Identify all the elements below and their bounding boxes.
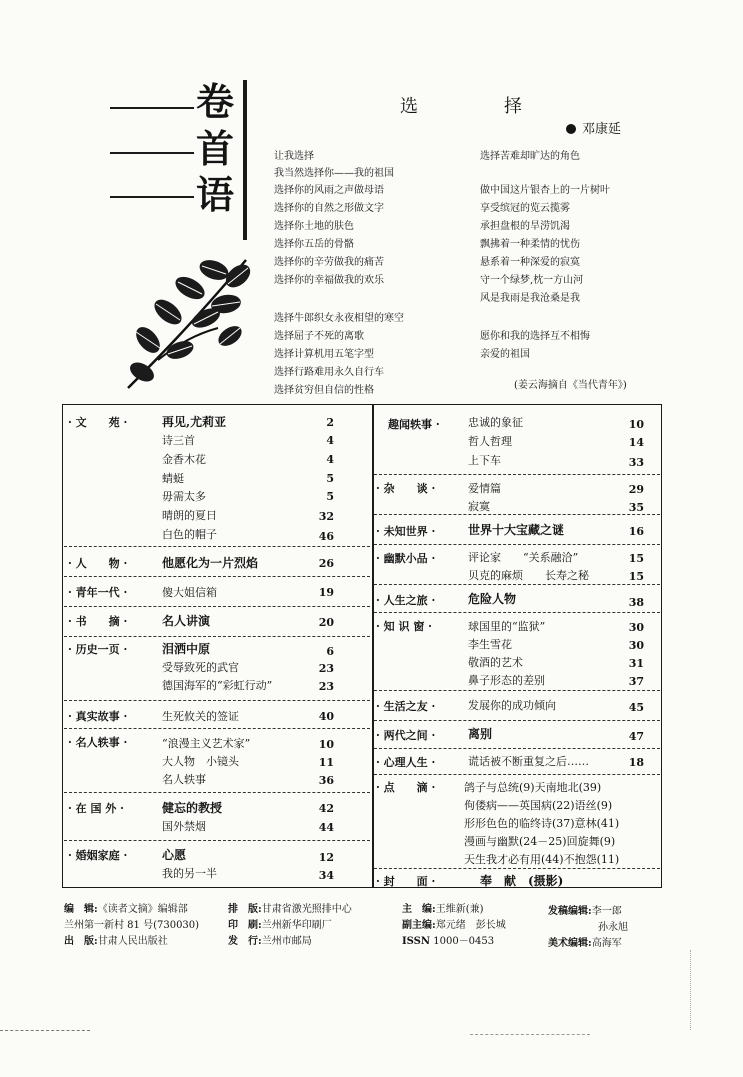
toc-page-number: 29 (628, 483, 644, 496)
toc-entry[interactable]: 爱情篇 (468, 482, 501, 495)
header-char: 语 (196, 172, 235, 217)
toc-page-number: 15 (628, 552, 644, 565)
toc-entry[interactable]: 名人讲演 (162, 614, 211, 628)
toc-entry[interactable]: 奉 献 (摄影) (480, 874, 564, 888)
colophon-value: 王维新(兼) (435, 904, 484, 915)
toc-entry[interactable]: 名人轶事 (162, 773, 206, 786)
colophon-key: 排 版: (228, 904, 262, 915)
poem-line: 选择牛郎织女永夜相望的寒空 (274, 313, 404, 324)
section-divider (64, 700, 370, 701)
colophon-value: 孙永旭 (598, 922, 628, 933)
toc-page-number: 44 (318, 821, 334, 834)
toc-page-number: 6 (326, 645, 334, 658)
colophon-key: 主 编: (402, 904, 436, 915)
colophon-line (402, 900, 484, 915)
colophon-key: 发稿编辑: (548, 906, 592, 917)
section-divider (64, 606, 370, 607)
toc-entry[interactable]: 贝克的麻烦 长寿之秘 (468, 569, 589, 582)
leaf-branch-illustration (118, 248, 258, 398)
toc-section-label: · 幽默小品 · (376, 552, 436, 565)
poem-line: 选择计算机用五笔字型 (274, 349, 374, 360)
toc-entry[interactable]: 佝偻病——英国病(22)语丝(9) (464, 799, 613, 812)
colophon-value: 高海军 (591, 938, 622, 949)
toc-entry[interactable]: 健忘的教授 (162, 801, 223, 815)
toc-page-number: 46 (318, 530, 334, 543)
colophon-line (598, 918, 628, 933)
toc-section-label: · 名人轶事 · (68, 736, 128, 749)
toc-page-number: 4 (326, 434, 334, 447)
poem-line: 守一个绿梦,枕一方山河 (480, 275, 584, 286)
toc-entry[interactable]: 世界十大宝藏之谜 (468, 523, 565, 537)
toc-entry[interactable]: 离别 (468, 727, 493, 741)
toc-entry[interactable]: 受辱致死的武官 (162, 661, 239, 674)
toc-entry[interactable]: 天生我才必有用(44)不抱怨(11) (464, 853, 620, 866)
toc-entry[interactable]: 蜻蜓 (162, 472, 184, 485)
colophon-line (228, 900, 352, 915)
poem-line: 享受缤冠的览云揽雾 (480, 203, 570, 214)
section-divider (64, 546, 370, 547)
toc-section-label: · 知 识 窗 · (376, 620, 432, 633)
colophon-value: 甘肃人民出版社 (97, 936, 168, 947)
colophon-line (64, 900, 188, 915)
toc-page-number: 26 (318, 557, 334, 570)
toc-page-number: 47 (628, 730, 644, 743)
toc-entry[interactable]: 形形色色的临终诗(37)意林(41) (464, 817, 620, 830)
toc-page-number: 2 (326, 416, 334, 429)
toc-section-label: · 文 苑 · (68, 416, 128, 429)
poem-line: 承担盘根的旱涝饥渴 (480, 221, 570, 232)
toc-page-number: 16 (628, 525, 644, 538)
colophon-value: 1000－0453 (433, 936, 495, 947)
toc-page-number: 10 (628, 418, 644, 431)
poem-line: 选择你的自然之形做文字 (274, 203, 384, 214)
poem-author-name: 邓康延 (582, 122, 622, 137)
toc-page-number: 45 (628, 701, 644, 714)
colophon-value: 兰州新华印刷厂 (261, 920, 332, 931)
toc-entry[interactable]: 忠诚的象征 (468, 416, 523, 429)
toc-entry[interactable]: 生死攸关的签证 (162, 710, 239, 723)
poem-line: 选择你的辛劳做我的痛苦 (274, 257, 384, 268)
toc-page-number: 10 (318, 738, 334, 751)
toc-page-number: 33 (628, 456, 644, 469)
toc-section-label: · 心理人生 · (376, 756, 436, 769)
poem-line: 选择你五岳的骨骼 (274, 239, 354, 250)
section-divider (64, 576, 370, 577)
section-divider (64, 792, 370, 793)
scan-edge-mark (470, 1034, 590, 1035)
colophon-key: 印 刷: (228, 920, 262, 931)
toc-section-label: · 人 物 · (68, 557, 128, 570)
poem-line: 风是我雨是我沧桑是我 (480, 293, 580, 304)
toc-section-label: · 青年一代 · (68, 586, 128, 599)
colophon-line (402, 932, 494, 947)
colophon-value: 兰州市邮局 (261, 936, 312, 947)
poem-line: 让我选择 (274, 151, 314, 162)
colophon-value: 《读者文摘》编辑部 (97, 904, 188, 915)
poem-line: 飘拂着一种柔情的忧伤 (480, 239, 580, 250)
toc-entry[interactable]: 德国海军的“彩虹行动” (162, 679, 273, 692)
toc-entry[interactable]: 傻大姐信箱 (162, 586, 217, 599)
colophon-key: 发 行: (228, 936, 262, 947)
toc-entry[interactable]: “浪漫主义艺术家” (162, 737, 251, 750)
toc-section-label: · 封 面 · (376, 875, 436, 888)
toc-page-number: 32 (318, 510, 334, 523)
toc-page-number: 14 (628, 436, 644, 449)
toc-entry[interactable]: 发展你的成功倾向 (468, 699, 556, 712)
section-divider (64, 840, 370, 841)
toc-page-number: 15 (628, 570, 644, 583)
section-divider (374, 868, 660, 869)
toc-page-number: 42 (318, 802, 334, 815)
scan-edge-mark (0, 1030, 90, 1031)
toc-section-label: · 人生之旅 · (376, 594, 436, 607)
header-char: 卷 (196, 79, 235, 124)
toc-entry[interactable]: 漫画与幽默(24－25)回旋舞(9) (464, 835, 616, 848)
poem-line: 选择行路难用永久自行车 (274, 367, 384, 378)
toc-section-label: 趣闻轶事 · (388, 418, 440, 431)
header-divider (243, 80, 247, 240)
toc-entry[interactable]: 白色的帽子 (162, 528, 217, 541)
header-rule (110, 107, 194, 109)
toc-page-number: 18 (628, 756, 644, 769)
toc-section-label: · 两代之间 · (376, 729, 436, 742)
poem-author (566, 118, 621, 137)
toc-section-label: · 书 摘 · (68, 615, 128, 628)
toc-page-number: 35 (628, 501, 644, 514)
poem-line: 悬系着一种深爱的寂寞 (480, 257, 580, 268)
header-rule (110, 152, 194, 154)
toc-entry[interactable]: 谎话被不断重复之后…… (468, 755, 589, 768)
section-divider (374, 514, 660, 515)
toc-section-label: · 生活之友 · (376, 700, 436, 713)
toc-entry[interactable]: 国外禁烟 (162, 820, 206, 833)
toc-page-number: 30 (628, 639, 644, 652)
toc-entry[interactable]: 毋需太多 (162, 490, 206, 503)
toc-entry[interactable]: 上下车 (468, 454, 501, 467)
colophon-value: 李一郎 (591, 906, 622, 917)
toc-page-number: 34 (318, 869, 334, 882)
toc-column-divider (372, 404, 374, 888)
scan-edge-mark (690, 950, 731, 1030)
colophon-key: 副主编: (402, 920, 436, 931)
bullet-icon (566, 124, 576, 134)
poem-line: 愿你和我的选择互不相悔 (480, 331, 590, 342)
header-char: 首 (196, 126, 235, 171)
toc-page-number: 31 (628, 657, 644, 670)
poem-line: 选择苦难却旷达的角色 (480, 151, 580, 162)
colophon-value: 甘肃省激光照排中心 (261, 904, 352, 915)
poem-credit: (姜云海摘自《当代青年》) (514, 380, 627, 391)
toc-page-number: 40 (318, 710, 334, 723)
colophon-line (228, 932, 312, 947)
toc-entry[interactable]: 大人物 小镜头 (162, 755, 239, 768)
toc-section-label: · 未知世界 · (376, 525, 436, 538)
toc-entry[interactable]: 鼻子形态的差别 (468, 674, 545, 687)
toc-section-label: · 点 滴 · (376, 781, 436, 794)
poem-line: 做中国这片银杏上的一片树叶 (480, 185, 610, 196)
section-divider (374, 584, 660, 585)
toc-page-number: 5 (326, 490, 334, 503)
toc-page-number: 12 (318, 851, 334, 864)
toc-entry[interactable]: 他愿化为一片烈焰 (162, 556, 259, 570)
header-rule (110, 196, 194, 198)
colophon-key: 美术编辑: (548, 938, 592, 949)
toc-page-number: 5 (326, 472, 334, 485)
toc-section-label: · 在 国 外 · (68, 802, 124, 815)
toc-section-label: · 杂 谈 · (376, 482, 436, 495)
toc-page-number: 4 (326, 453, 334, 466)
toc-entry[interactable]: 寂寞 (468, 500, 490, 513)
colophon-line (548, 934, 622, 949)
toc-page-number: 11 (318, 756, 334, 769)
toc-entry[interactable]: 我的另一半 (162, 867, 217, 880)
toc-entry[interactable]: 评论家 “关系融洽” (468, 551, 579, 564)
section-divider (374, 544, 660, 545)
poem-line: 我当然选择你——我的祖国 (274, 168, 394, 179)
toc-entry[interactable]: 晴朗的夏日 (162, 509, 217, 522)
toc-page-number: 38 (628, 596, 644, 609)
colophon-key: ISSN (402, 936, 431, 947)
colophon-line (64, 932, 168, 947)
toc-entry[interactable]: 诗三首 (162, 434, 195, 447)
poem-line: 选择你的幸福做我的欢乐 (274, 275, 384, 286)
section-divider (374, 774, 660, 775)
toc-entry[interactable]: 心愿 (162, 848, 187, 862)
poem-title: 选 择 (400, 96, 556, 117)
toc-page-number: 23 (318, 662, 334, 675)
poem-line: 选择你土地的肤色 (274, 221, 354, 232)
section-divider (374, 720, 660, 721)
section-divider (374, 612, 660, 613)
toc-entry[interactable]: 危险人物 (468, 592, 517, 606)
section-divider (64, 636, 370, 637)
colophon-value: 郑元绪 彭长城 (435, 920, 506, 931)
poem-line: 亲爱的祖国 (480, 349, 530, 360)
colophon-line (548, 902, 622, 917)
poem-line: 选择你的风雨之声做母语 (274, 185, 384, 196)
toc-entry[interactable]: 泪洒中原 (162, 642, 211, 656)
section-divider (374, 748, 660, 749)
toc-page-number: 36 (318, 774, 334, 787)
colophon-line (402, 916, 506, 931)
toc-page-number: 37 (628, 675, 644, 688)
toc-page-number: 30 (628, 621, 644, 634)
colophon-line (228, 916, 332, 931)
colophon-line (64, 916, 199, 931)
toc-section-label: · 历史一页 · (68, 643, 128, 656)
colophon-value: 兰州第一新村 81 号(730030) (64, 920, 200, 931)
poem-line: 选择屈子不死的离歌 (274, 331, 364, 342)
toc-entry[interactable]: 金香木花 (162, 453, 206, 466)
toc-entry[interactable]: 李生雪花 (468, 638, 512, 651)
section-divider (374, 690, 660, 691)
toc-page-number: 19 (318, 586, 334, 599)
colophon-key: 出 版: (64, 936, 98, 947)
section-divider (374, 474, 660, 475)
toc-entry[interactable]: 哲人哲理 (468, 435, 512, 448)
toc-entry[interactable]: 敬酒的艺术 (468, 656, 523, 669)
section-divider (64, 728, 370, 729)
toc-page-number: 23 (318, 680, 334, 693)
toc-entry[interactable]: 再见,尤莉亚 (162, 415, 227, 429)
poem-line: 选择贫穷但自信的性格 (274, 385, 374, 396)
toc-entry[interactable]: 球国里的“监狱” (468, 620, 546, 633)
toc-section-label: · 婚姻家庭 · (68, 849, 128, 862)
toc-section-label: · 真实故事 · (68, 710, 128, 723)
colophon-key: 编 辑: (64, 904, 98, 915)
toc-page-number: 20 (318, 616, 334, 629)
toc-entry[interactable]: 鸽子与总统(9)天南地北(39) (464, 781, 602, 794)
